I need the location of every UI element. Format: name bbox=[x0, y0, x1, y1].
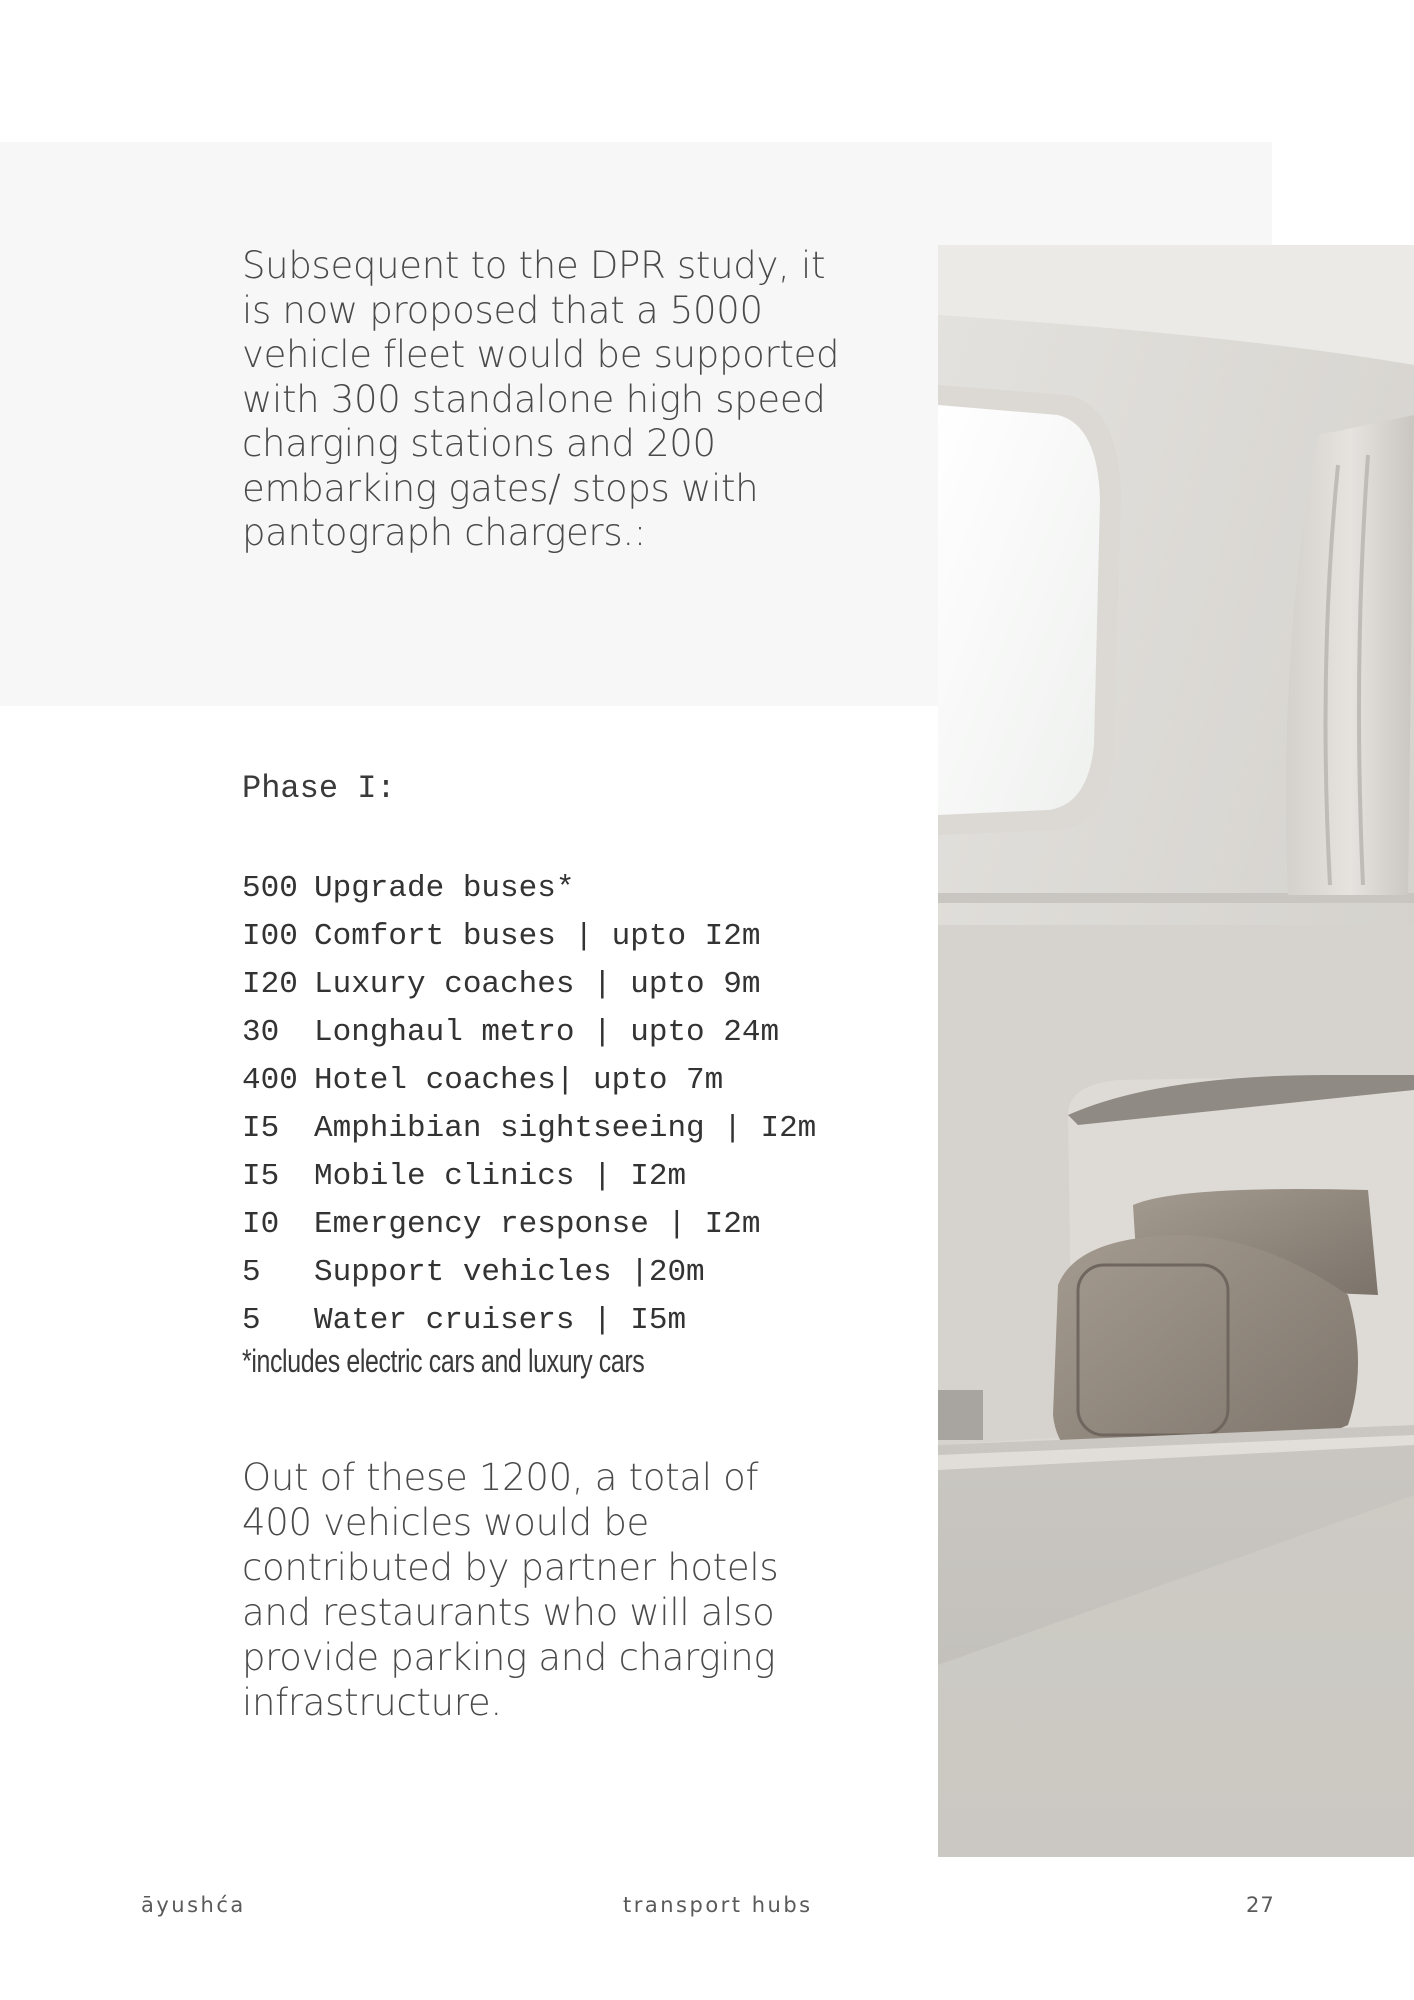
fleet-description: Emergency response | I2m bbox=[314, 1207, 761, 1242]
list-item bbox=[242, 1249, 816, 1297]
outro-paragraph: Out of these 1200, a total of 400 vehicles would be contributed by partner hotels and restaurants who will also provide parking and charging infrastructure. bbox=[242, 1456, 779, 1724]
fleet-description: Upgrade buses* bbox=[314, 871, 575, 906]
fleet-list bbox=[242, 865, 816, 1345]
fleet-description: Longhaul metro | upto 24m bbox=[314, 1015, 780, 1050]
fleet-quantity: I5 bbox=[242, 1111, 280, 1146]
fleet-quantity: I0 bbox=[242, 1207, 280, 1242]
fleet-description: Water cruisers | I5m bbox=[314, 1303, 687, 1338]
fleet-description: Mobile clinics | I2m bbox=[314, 1159, 687, 1194]
list-item bbox=[242, 961, 816, 1009]
list-item bbox=[242, 913, 816, 961]
list-item bbox=[242, 865, 816, 913]
fleet-quantity: 500 bbox=[242, 871, 298, 906]
list-item bbox=[242, 1009, 816, 1057]
list-item bbox=[242, 1201, 816, 1249]
list-item bbox=[242, 1057, 816, 1105]
fleet-quantity: 5 bbox=[242, 1255, 261, 1290]
fleet-description: Hotel coaches| upto 7m bbox=[314, 1063, 724, 1098]
phase-title: Phase I: bbox=[242, 770, 396, 807]
footer-section-title: transport hubs bbox=[623, 1893, 813, 1917]
fleet-quantity: I00 bbox=[242, 919, 298, 954]
fleet-quantity: I5 bbox=[242, 1159, 280, 1194]
fleet-quantity: 5 bbox=[242, 1303, 261, 1338]
fleet-quantity: 30 bbox=[242, 1015, 280, 1050]
bus-interior-photo bbox=[938, 245, 1414, 1857]
list-item bbox=[242, 1105, 816, 1153]
intro-paragraph: Subsequent to the DPR study, it is now proposed that a 5000 vehicle fleet would be supported with 300 standalone high speed charging stations and 200 embarking gates/ stops with pantograph chargers.: bbox=[242, 244, 840, 554]
fleet-description: Support vehicles |20m bbox=[314, 1255, 705, 1290]
list-item bbox=[242, 1297, 816, 1345]
fleet-description: Amphibian sightseeing | I2m bbox=[314, 1111, 817, 1146]
footer-brand: āyushća bbox=[141, 1893, 246, 1917]
page-number: 27 bbox=[1246, 1893, 1275, 1917]
fleet-quantity: I20 bbox=[242, 967, 298, 1002]
fleet-quantity: 400 bbox=[242, 1063, 298, 1098]
fleet-footnote: *includes electric cars and luxury cars bbox=[242, 1343, 645, 1379]
list-item bbox=[242, 1153, 816, 1201]
fleet-description: Comfort buses | upto I2m bbox=[314, 919, 761, 954]
fleet-description: Luxury coaches | upto 9m bbox=[314, 967, 761, 1002]
